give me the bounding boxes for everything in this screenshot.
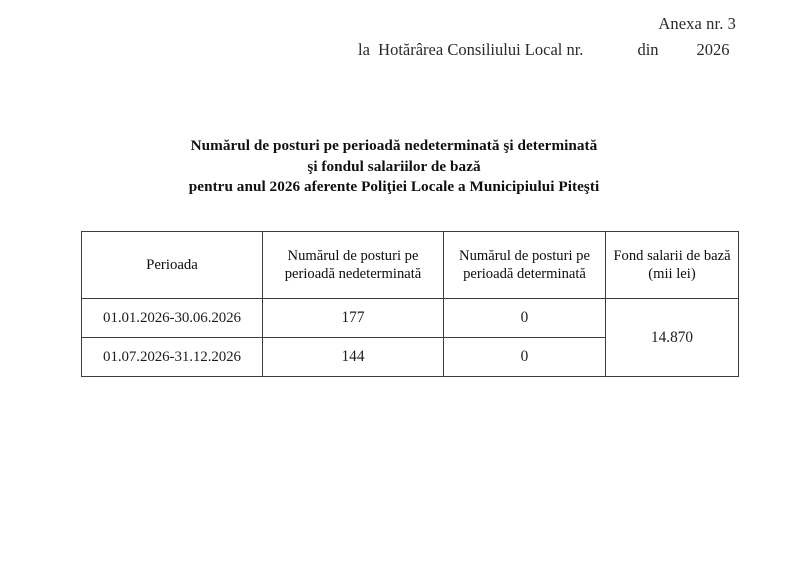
council-decision-line — [0, 40, 788, 60]
cell-determinate-posts: 0 — [444, 299, 606, 338]
table-header-row — [82, 232, 739, 299]
cell-indefinite-posts: 177 — [263, 299, 444, 338]
table-body — [82, 299, 739, 377]
council-decision-din: din — [637, 40, 659, 59]
title-line-3: pentru anul 2026 aferente Poliţiei Locale a Municipiului Piteşti — [188, 178, 600, 195]
column-header-salary-fund: Fond salarii de bază (mii lei) — [606, 232, 739, 299]
page-title — [0, 136, 788, 198]
annex-number: Anexa nr. 3 — [658, 14, 736, 33]
council-decision-prefix: la Hotărârea Consiliului Local nr. — [358, 40, 584, 59]
staffing-table — [81, 231, 739, 377]
staffing-table-container — [81, 231, 738, 377]
cell-determinate-posts: 0 — [444, 338, 606, 377]
title-line-1: Numărul de posturi pe perioadă nedeterminată şi determinată — [190, 137, 598, 154]
column-header-determinate-posts: Numărul de posturi pe perioadă determinată — [444, 232, 606, 299]
cell-period: 01.01.2026-30.06.2026 — [82, 299, 263, 338]
column-header-indefinite-posts: Numărul de posturi pe perioadă nedeterminată — [263, 232, 444, 299]
cell-period: 01.07.2026-31.12.2026 — [82, 338, 263, 377]
table-header — [82, 232, 739, 299]
cell-indefinite-posts: 144 — [263, 338, 444, 377]
cell-salary-fund-merged: 14.870 — [606, 299, 739, 377]
document-header — [0, 14, 788, 60]
title-line-2: şi fondul salariilor de bază — [307, 157, 481, 175]
column-header-period: Perioada — [82, 232, 263, 299]
council-decision-year: 2026 — [696, 40, 730, 59]
table-row — [82, 299, 739, 338]
